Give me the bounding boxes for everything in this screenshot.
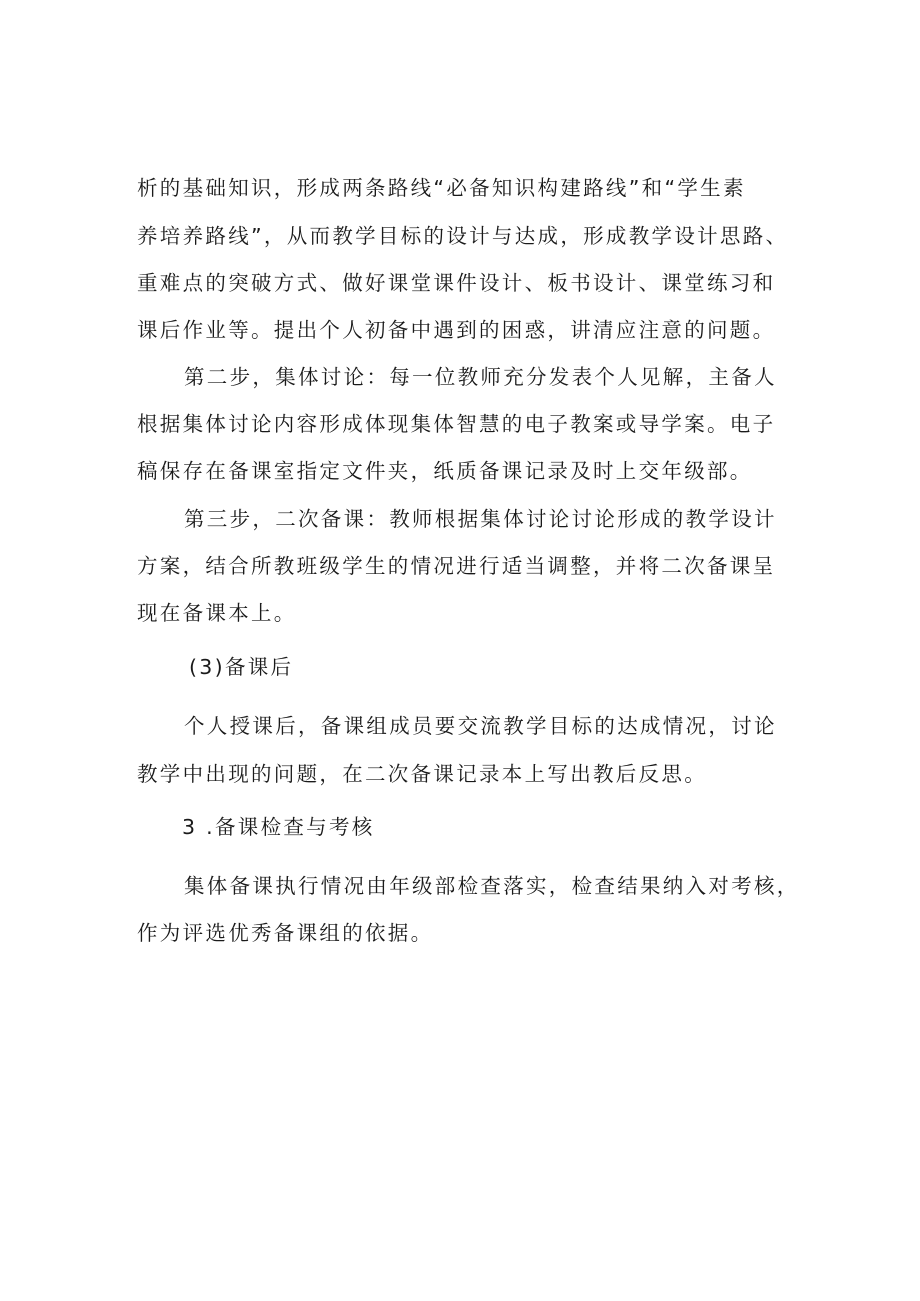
paragraph-line: 重难点的突破方式、做好课堂课件设计、板书设计、课堂练习和 — [137, 271, 776, 295]
paragraph-line: 现在备课本上。 — [137, 601, 297, 625]
paragraph-line: 课后作业等。提出个人初备中遇到的困惑，讲清应注意的问题。 — [137, 318, 776, 342]
paragraph-line: 析的基础知识，形成两条路线“必备知识构建路线”和“学生素 — [137, 176, 746, 200]
paragraph-line: 养培养路线”，从而教学目标的设计与达成，形成教学设计思路、 — [137, 224, 789, 248]
paragraph-line: 集体备课执行情况由年级部检查落实，检查结果纳入对考核， — [184, 874, 800, 898]
paragraph-line: 教学中出现的问题，在二次备课记录本上写出教后反思。 — [137, 762, 707, 786]
paragraph-line: 作为评选优秀备课组的依据。 — [137, 921, 434, 945]
paragraph-line: 第二步，集体讨论：每一位教师充分发表个人见解，主备人 — [184, 365, 777, 389]
section-heading: 3 .备课检查与考核 — [182, 815, 375, 839]
paragraph-line: 个人授课后，备课组成员要交流教学目标的达成情况，讨论 — [184, 714, 777, 738]
paragraph-line: 方案，结合所教班级学生的情况进行适当调整，并将二次备课呈 — [137, 554, 776, 578]
paragraph-line: 稿保存在备课室指定文件夹，纸质备课记录及时上交年级部。 — [137, 459, 753, 483]
paragraph-line: 根据集体讨论内容形成体现集体智慧的电子教案或导学案。电子 — [137, 412, 776, 436]
paragraph-line: 第三步，二次备课：教师根据集体讨论讨论形成的教学设计 — [184, 507, 777, 531]
subheading: (3)备课后 — [189, 655, 294, 679]
